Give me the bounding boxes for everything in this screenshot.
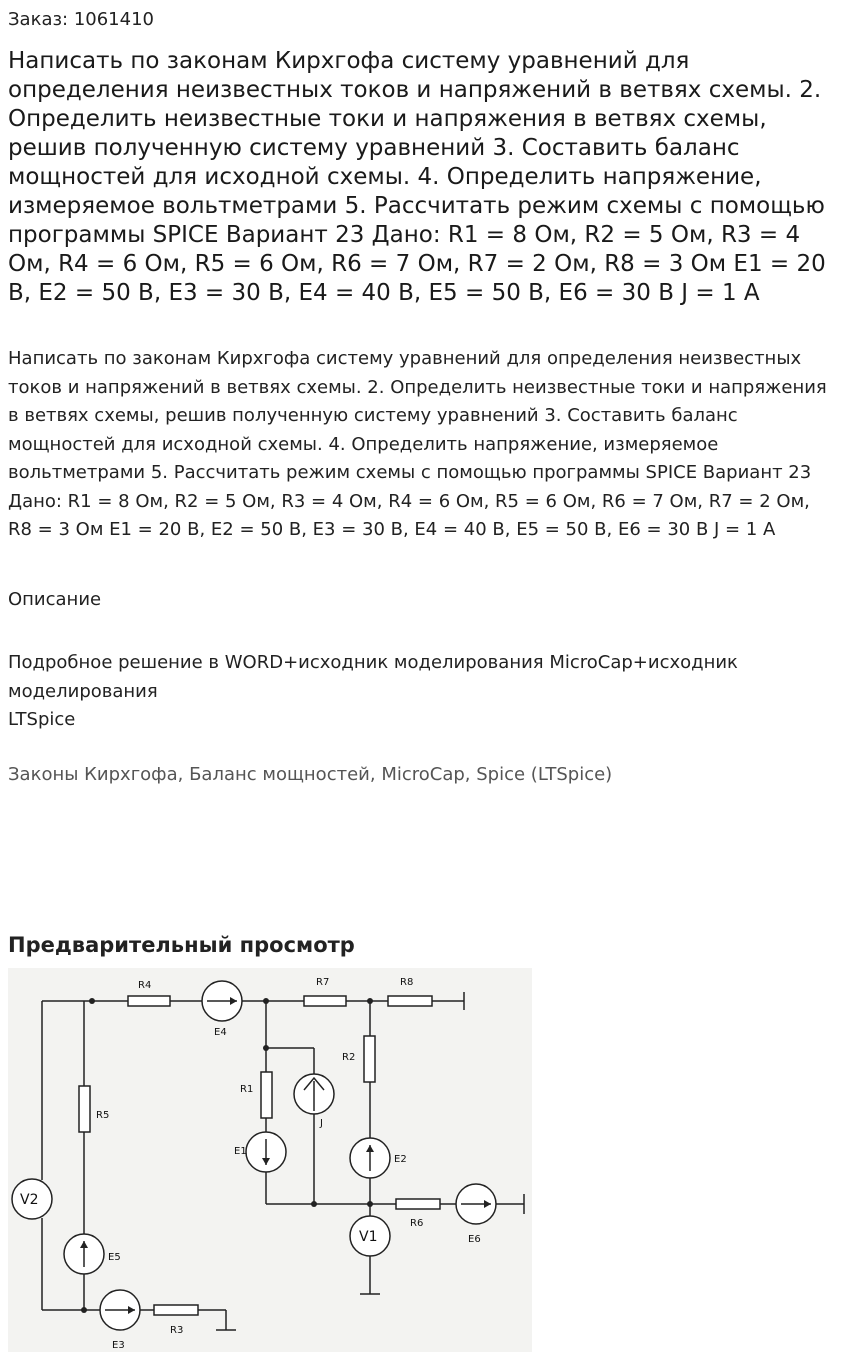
label-R4: R4 [138,980,152,991]
tag-link[interactable]: Spice (LTSpice) [476,764,613,785]
label-R8: R8 [400,977,414,988]
label-E3: E3 [112,1340,125,1351]
order-number: Заказ: 1061410 [8,9,154,30]
label-R3: R3 [170,1325,184,1336]
tag-link[interactable]: MicroCap [381,764,465,785]
task-description: Написать по законам Кирхгофа систему уравнений для определения неизвестных токов и напряжений в ветвях схемы. 2. Определить неизвестные токи и напряжения в ветвях схемы, решив полученную систему уравнений 3. Составить баланс мощностей для исходной схемы. 4. Определить напряжение, измеряемое вольтметрами 5. Рассчитать режим схемы с помощью программы SPICE Вариант 23 Дано: R1 = 8 Ом, R2 = 5 Ом, R3 = 4 Ом, R4 = 6 Ом, R5 = 6 Ом, R6 = 7 Ом, R7 = 2 Ом, R8 = 3 Ом E1 = 20 В, E2 = 50 В, E3 = 30 В, E4 = 40 В, E5 = 50 В, E6 = 30 В J = 1 А [8,348,827,540]
circuit-schematic [8,968,532,1352]
description-line: Подробное решение в WORD+исходник моделирования MicroCap+исходник моделирования [8,652,738,702]
tag-list [8,764,612,785]
label-R7: R7 [316,977,330,988]
tag-separator: , [369,764,382,785]
preview-heading: Предварительный просмотр [8,933,355,957]
description-line: LTSpice [8,709,76,730]
label-R5: R5 [96,1110,110,1121]
label-E1: E1 [234,1146,247,1157]
label-R6: R6 [410,1218,424,1229]
label-J: J [320,1118,323,1129]
label-V2: V2 [20,1192,39,1208]
label-E5: E5 [108,1252,121,1263]
tag-separator: , [177,764,190,785]
page-title: Написать по законам Кирхгофа систему уравнений для определения неизвестных токов и напряжений в ветвях схемы. 2. Определить неизвестные токи и напряжения в ветвях схемы, решив полученную систему уравнений 3. Составить баланс мощностей для исходной схемы. 4. Определить напряжение, измеряемое вольтметрами 5. Рассчитать режим схемы с помощью программы SPICE Вариант 23 Дано: R1 = 8 Ом, R2 = 5 Ом, R3 = 4 Ом, R4 = 6 Ом, R5 = 6 Ом, R6 = 7 Ом, R7 = 2 Ом, R8 = 3 Ом E1 = 20 В, E2 = 50 В, E3 = 30 В, E4 = 40 В, E5 = 50 В, E6 = 30 В J = 1 А [8,48,826,306]
label-E4: E4 [214,1027,227,1038]
circuit-preview-image [8,968,532,1352]
tag-separator: , [464,764,477,785]
description-heading: Описание [8,589,102,610]
label-R1: R1 [240,1084,254,1095]
description-text [8,649,838,735]
label-V1: V1 [359,1229,378,1245]
tag-link[interactable]: Баланс мощностей [189,764,370,785]
label-E2: E2 [394,1154,407,1165]
label-R2: R2 [342,1052,356,1063]
tag-link[interactable]: Законы Кирхгофа [8,764,178,785]
label-E6: E6 [468,1234,481,1245]
